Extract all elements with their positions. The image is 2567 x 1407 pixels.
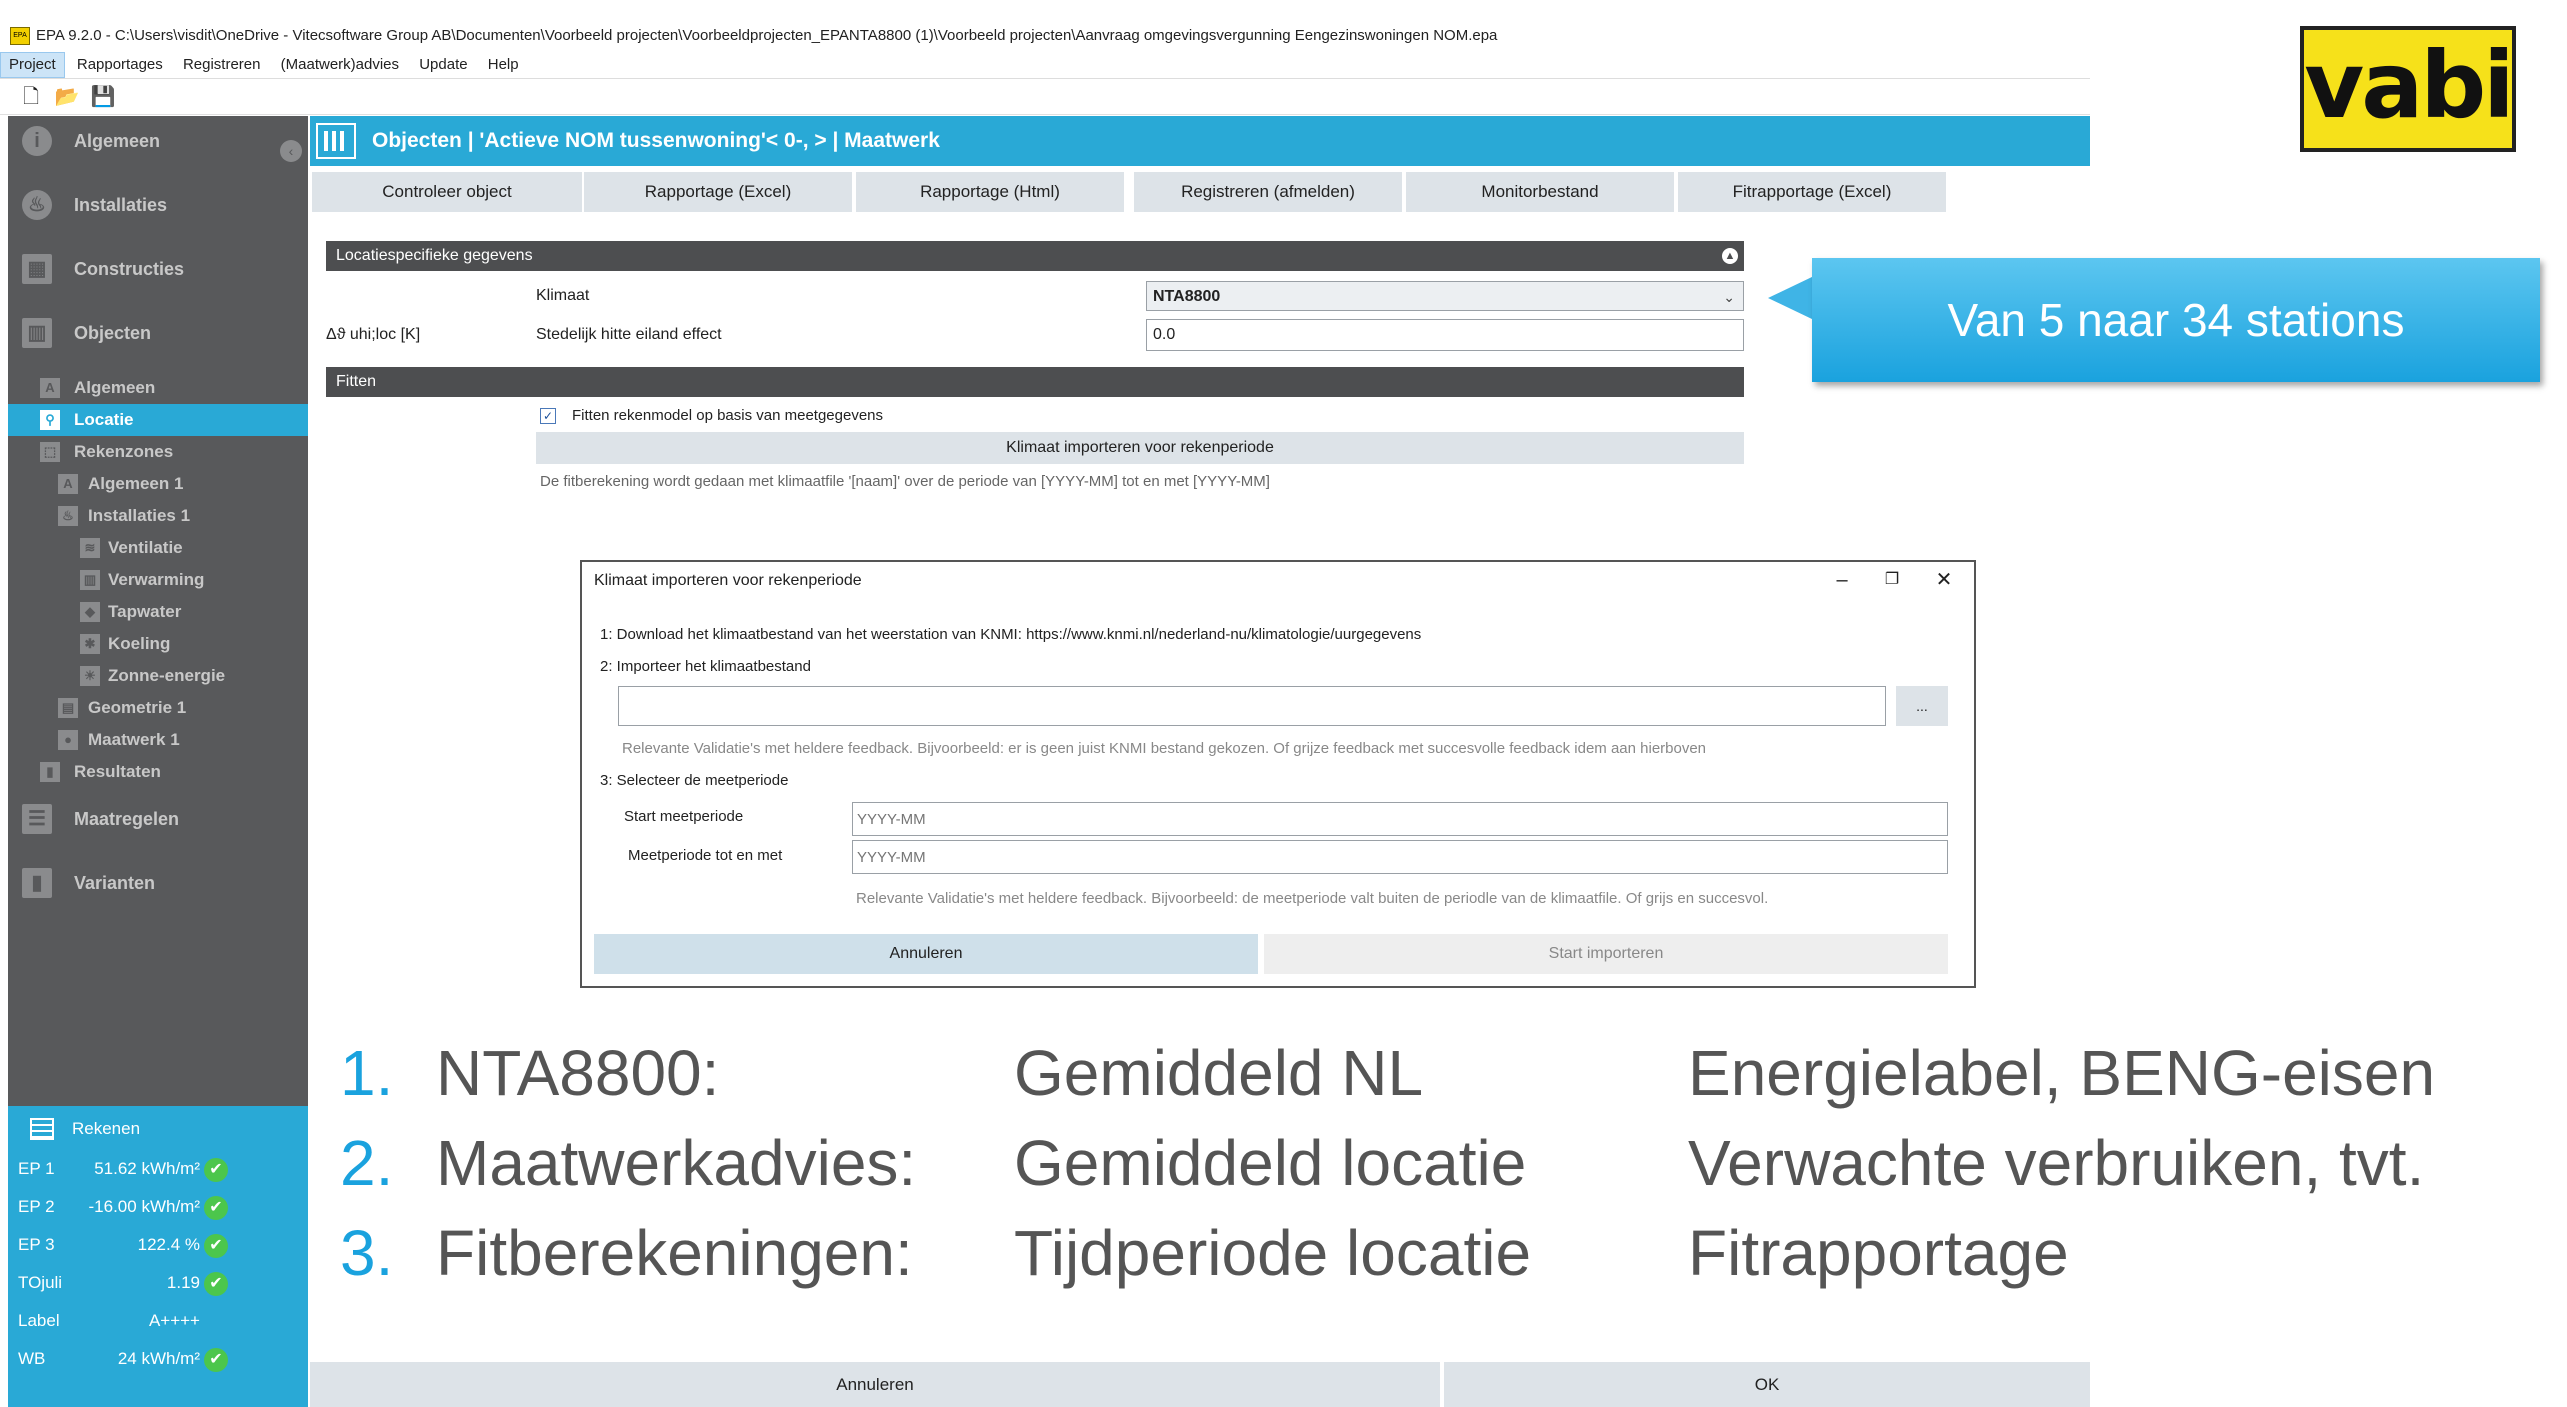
sidebar-sub-maatwerk-1[interactable] <box>8 724 308 756</box>
app-icon: EPA <box>10 27 30 45</box>
sidebar-sub-resultaten[interactable] <box>8 756 308 788</box>
result-key: TOjuli <box>18 1273 63 1292</box>
step1-text: 1: Download het klimaatbestand van het weerstation van KNMI: https://www.knmi.nl/nederland-nu/klimatologie/uurgegevens <box>600 626 1422 643</box>
fitten-checkbox-label: Fitten rekenmodel op basis van meetgegevens <box>572 407 884 424</box>
window-title-bar <box>0 20 2100 52</box>
flame-icon: ♨ <box>58 506 78 526</box>
result-value: 51.62 kWh/m² <box>94 1159 200 1178</box>
sidebar-item-installaties[interactable] <box>8 180 308 230</box>
result-value: 24 kWh/m² <box>117 1349 200 1368</box>
building-icon: ▥ <box>22 318 52 348</box>
klimaat-importeren-button[interactable]: Klimaat importeren voor rekenperiode <box>536 432 1744 464</box>
list-item <box>340 1118 2425 1208</box>
sun-icon: ☀ <box>80 666 100 686</box>
sidebar <box>8 116 308 1106</box>
checkmark-icon: ✔ <box>204 1272 228 1296</box>
sidebar-sub-locatie[interactable] <box>8 404 308 436</box>
list-col-b: Tijdperiode locatie <box>1014 1217 1532 1289</box>
checkmark-icon: ✔ <box>204 1348 228 1372</box>
dialog-title: Klimaat importeren voor rekenperiode <box>594 572 862 589</box>
result-row <box>8 1226 308 1264</box>
restore-icon[interactable]: ❐ <box>1884 571 1900 588</box>
list-item <box>340 1208 2069 1298</box>
collapse-up-icon[interactable]: ▲ <box>1722 248 1738 264</box>
snowflake-icon: ✱ <box>80 634 100 654</box>
section-fitten <box>326 367 1744 397</box>
result-value: -16.00 kWh/m² <box>88 1197 200 1216</box>
sidebar-item-label: Locatie <box>74 410 134 429</box>
sidebar-item-objecten[interactable] <box>8 308 308 358</box>
drop-icon: ◆ <box>80 602 100 622</box>
list-icon: ☰ <box>22 804 52 834</box>
minimize-icon[interactable]: – <box>1836 569 1848 591</box>
list-number: 2. <box>340 1127 394 1199</box>
sidebar-item-label: Resultaten <box>74 762 161 781</box>
list-col-a: Fitberekeningen: <box>436 1217 913 1289</box>
sidebar-item-label: Koeling <box>108 634 171 653</box>
sidebar-item-label: Ventilatie <box>108 538 183 557</box>
menu-update[interactable]: Update <box>419 56 468 73</box>
bar-chart-icon: ▮ <box>22 868 52 898</box>
sidebar-sub-algemeen-1[interactable] <box>8 468 308 500</box>
sidebar-item-label: Zonne-energie <box>108 666 226 685</box>
section-title: Fitten <box>336 373 377 390</box>
menu-registreren[interactable]: Registreren <box>182 56 261 73</box>
controleer-object-button[interactable]: Controleer object <box>312 172 582 212</box>
list-col-c: Fitrapportage <box>1688 1217 2069 1289</box>
sidebar-item-label: Algemeen <box>74 378 156 397</box>
start-importeren-button[interactable]: Start importeren <box>1264 934 1948 974</box>
result-key: EP 1 <box>18 1159 55 1178</box>
open-folder-icon[interactable]: 📂 <box>54 86 80 108</box>
building-icon <box>316 123 356 159</box>
result-key: Label <box>18 1311 60 1330</box>
sidebar-item-label: Maatregelen <box>74 809 180 829</box>
list-col-a: Maatwerkadvies: <box>436 1127 917 1199</box>
result-row <box>8 1188 308 1226</box>
sidebar-item-constructies[interactable] <box>8 244 308 294</box>
rekenen-button[interactable] <box>8 1110 308 1148</box>
uhi-symbol: Δϑ uhi;loc [K] <box>326 326 421 343</box>
checkmark-icon: ✔ <box>204 1234 228 1258</box>
callout-pointer <box>1768 276 1814 320</box>
sidebar-item-label: Installaties 1 <box>88 506 191 525</box>
fitberekening-note: De fitberekening wordt gedaan met klimaatfile '[naam]' over de periode van [YYYY-MM] tot en met [YYYY-MM] <box>540 473 1270 490</box>
result-key: EP 3 <box>18 1235 55 1254</box>
menu-rapportages[interactable]: Rapportages <box>76 56 163 73</box>
browse-button[interactable]: ... <box>1896 686 1948 726</box>
sidebar-sub-installaties-1[interactable] <box>8 500 308 532</box>
validation-text-2: Relevante Validatie's met heldere feedback. Bijvoorbeeld: de meetperiode valt buiten de periodle van de klimaatfile. Of grijs en succesvol. <box>856 890 1769 907</box>
fitten-checkbox[interactable]: ✓ <box>540 408 556 424</box>
radiator-icon: ▥ <box>80 570 100 590</box>
result-value: 122.4 % <box>137 1235 200 1254</box>
sidebar-sub-algemeen[interactable] <box>8 372 308 404</box>
menu-help[interactable]: Help <box>487 56 519 73</box>
list-number: 1. <box>340 1037 394 1109</box>
sidebar-item-label: Tapwater <box>108 602 182 621</box>
save-icon[interactable]: 💾 <box>90 86 116 108</box>
footer-annuleren-button[interactable]: Annuleren <box>310 1362 1440 1407</box>
sidebar-item-label: Objecten <box>74 323 152 343</box>
vabi-logo: vabi <box>2300 26 2516 152</box>
zones-icon: ⬚ <box>40 442 60 462</box>
section-title: Locatiespecifieke gegevens <box>336 247 533 264</box>
menu-maatwerkadvies[interactable]: (Maatwerk)advies <box>280 56 400 73</box>
sidebar-sub-verwarming[interactable] <box>8 564 308 596</box>
wall-icon: ▦ <box>22 254 52 284</box>
list-number: 3. <box>340 1217 394 1289</box>
fan-icon: ≋ <box>80 538 100 558</box>
list-col-c: Energielabel, BENG-eisen <box>1688 1037 2436 1109</box>
sidebar-item-varianten[interactable] <box>8 858 308 908</box>
info-icon: i <box>22 126 52 156</box>
result-row <box>8 1264 308 1302</box>
sidebar-item-label: Rekenzones <box>74 442 174 461</box>
footer-ok-button[interactable]: OK <box>1444 1362 2090 1407</box>
sidebar-sub-geometrie-1[interactable] <box>8 692 308 724</box>
rapportage-html-button[interactable]: Rapportage (Html) <box>856 172 1124 212</box>
klimaatbestand-input[interactable] <box>618 686 1886 726</box>
uhi-label: Stedelijk hitte eiland effect <box>536 326 722 343</box>
checkmark-icon: ✔ <box>204 1158 228 1182</box>
section-locatiespecifieke-gegevens[interactable] <box>326 241 1744 271</box>
rapportage-excel-button[interactable]: Rapportage (Excel) <box>584 172 852 212</box>
rekenen-label: Rekenen <box>72 1119 141 1138</box>
sidebar-item-label: Geometrie 1 <box>88 698 187 717</box>
letter-a-icon: A <box>58 474 78 494</box>
list-item <box>340 1028 2436 1118</box>
results-panel <box>8 1106 308 1407</box>
bar-chart-icon: ▮ <box>40 762 60 782</box>
klimaat-label: Klimaat <box>536 287 590 304</box>
start-meetperiode-label: Start meetperiode <box>624 808 744 825</box>
sidebar-sub-ventilatie[interactable] <box>8 532 308 564</box>
sidebar-sub-koeling[interactable] <box>8 628 308 660</box>
uhi-input[interactable]: 0.0 <box>1146 319 1744 351</box>
checkmark-icon: ✔ <box>204 1196 228 1220</box>
step2-text: 2: Importeer het klimaatbestand <box>600 658 811 675</box>
list-col-a: NTA8800: <box>436 1037 720 1109</box>
chevron-down-icon: ⌄ <box>1723 289 1735 305</box>
geometry-icon: ▤ <box>58 698 78 718</box>
sidebar-item-label: Algemeen 1 <box>88 474 184 493</box>
result-key: WB <box>18 1349 46 1368</box>
sidebar-item-label: Verwarming <box>108 570 205 589</box>
result-row <box>8 1150 308 1188</box>
person-icon: ● <box>58 730 78 750</box>
result-row <box>8 1340 308 1378</box>
callout-stations: Van 5 naar 34 stations <box>1812 258 2540 382</box>
sidebar-item-label: Constructies <box>74 259 185 279</box>
sidebar-sub-rekenzones[interactable] <box>8 436 308 468</box>
calculator-icon <box>30 1118 54 1140</box>
validation-text-1: Relevante Validatie's met heldere feedback. Bijvoorbeeld: er is geen juist KNMI bestand gekozen. Of grijze feedback met succesvolle feedback idem aan hierboven <box>622 740 1707 757</box>
list-col-b: Gemiddeld NL <box>1014 1037 1424 1109</box>
annuleren-button[interactable]: Annuleren <box>594 934 1258 974</box>
meetperiode-tot-input[interactable] <box>852 840 1948 874</box>
menu-bar <box>0 52 2090 79</box>
flame-icon: ♨ <box>22 190 52 220</box>
monitorbestand-button[interactable]: Monitorbestand <box>1406 172 1674 212</box>
klimaat-value: NTA8800 <box>1153 288 1221 305</box>
collapse-sidebar-icon[interactable]: ‹ <box>280 140 302 162</box>
sidebar-sub-zonne-energie[interactable] <box>8 660 308 692</box>
sidebar-item-label: Installaties <box>74 195 168 215</box>
page-title: Objecten | 'Actieve NOM tussenwoning'< 0-, > | Maatwerk <box>372 129 940 152</box>
sidebar-sub-tapwater[interactable] <box>8 596 308 628</box>
registreren-afmelden-button[interactable]: Registreren (afmelden) <box>1134 172 1402 212</box>
klimaat-select[interactable] <box>1146 281 1744 311</box>
new-file-icon[interactable]: 🗋 <box>22 86 40 108</box>
letter-a-icon: A <box>40 378 60 398</box>
toolbar <box>0 80 2090 115</box>
close-icon[interactable]: ✕ <box>1935 569 1953 591</box>
result-value: A++++ <box>148 1311 200 1330</box>
step3-text: 3: Selecteer de meetperiode <box>600 772 789 789</box>
sidebar-item-label: Varianten <box>74 873 156 893</box>
sidebar-item-label: Algemeen <box>74 131 161 151</box>
menu-project[interactable]: Project <box>0 52 65 78</box>
list-col-b: Gemiddeld locatie <box>1014 1127 1527 1199</box>
location-icon: ⚲ <box>40 410 60 430</box>
klimaat-import-dialog <box>580 560 1976 988</box>
meetperiode-tot-label: Meetperiode tot en met <box>628 847 783 864</box>
start-meetperiode-input[interactable] <box>852 802 1948 836</box>
window-title: EPA 9.2.0 - C:\Users\visdit\OneDrive - Vitecsoftware Group AB\Documenten\Voorbeeld projecten\Voorbeeldprojecten_EPANTA8800 (1)\Voorbeeld projecten\Aanvraag omgevingsvergunning Eengezinswoningen NOM.epa <box>36 27 1498 44</box>
sidebar-item-algemeen[interactable] <box>8 116 308 166</box>
result-key: EP 2 <box>18 1197 55 1216</box>
fitrapportage-excel-button[interactable]: Fitrapportage (Excel) <box>1678 172 1946 212</box>
sidebar-item-maatregelen[interactable] <box>8 794 308 844</box>
page-header <box>310 116 2090 166</box>
result-value: 1.19 <box>166 1273 200 1292</box>
sidebar-item-label: Maatwerk 1 <box>88 730 180 749</box>
list-col-c: Verwachte verbruiken, tvt. <box>1688 1127 2425 1199</box>
result-row <box>8 1302 308 1340</box>
